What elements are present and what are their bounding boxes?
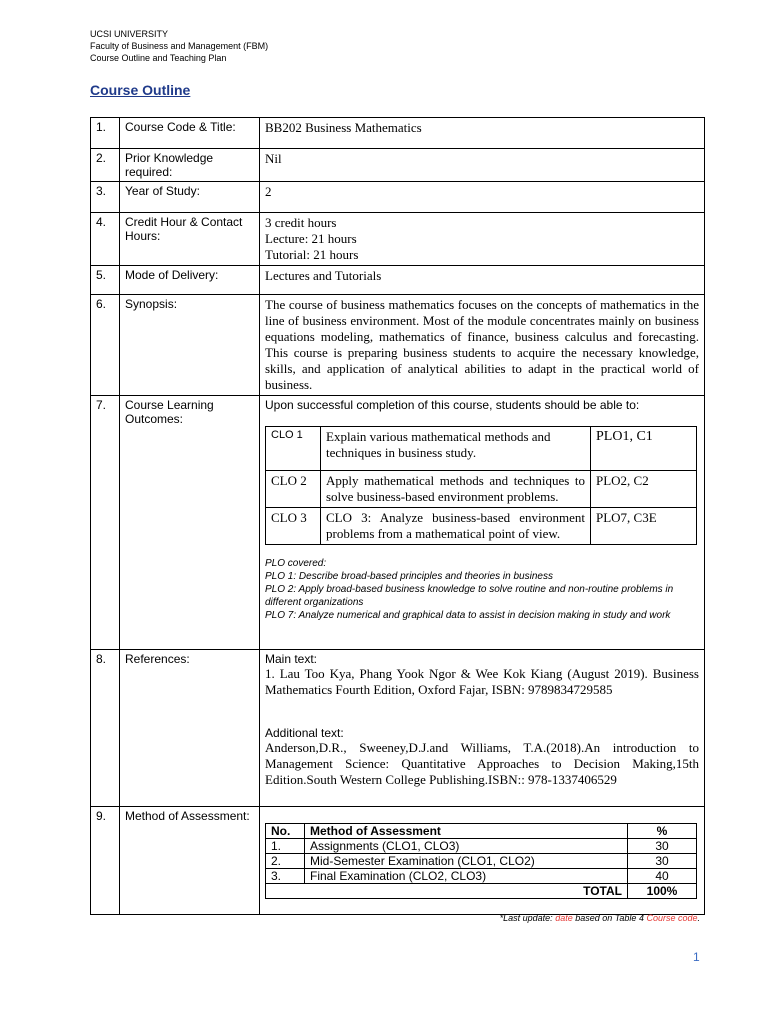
assessment-method-header: Method of Assessment <box>305 824 628 839</box>
learning-outcomes-cell <box>260 396 705 650</box>
credit-hours <box>260 213 705 266</box>
footnote-prefix: *Last update: <box>499 913 556 923</box>
clo-description: Apply mathematical methods and techniques to solve business-based environment problems. <box>321 471 591 508</box>
row-number: 4. <box>91 213 120 266</box>
main-text-reference: 1. Lau Too Kya, Phang Yook Ngor & Wee Kok Kiang (August 2019). Business Mathematics Fourth Edition, Oxford Fajar, ISBN: 9789834729585 <box>265 666 699 697</box>
assessment-no: 2. <box>266 854 305 869</box>
row-label: Prior Knowledge required: <box>120 149 260 182</box>
row-number: 6. <box>91 295 120 396</box>
row-number: 5. <box>91 266 120 295</box>
row-number: 3. <box>91 182 120 213</box>
prior-knowledge: Nil <box>260 149 705 182</box>
table-row <box>91 149 705 182</box>
assessment-pct: 40 <box>628 869 697 884</box>
footnote-suffix: . <box>697 913 700 923</box>
row-label: Synopsis: <box>120 295 260 396</box>
plo-heading: PLO covered: <box>265 558 327 569</box>
assessment-no: 1. <box>266 839 305 854</box>
table-row <box>266 869 697 884</box>
last-update-footnote <box>500 913 700 923</box>
additional-text-label: Additional text: <box>265 726 344 740</box>
clo-code: CLO 2 <box>266 471 321 508</box>
synopsis-text: The course of business mathematics focuses on the concepts of mathematics in the line of business environment. Most of the module concentrates mainly on business equations modeling, mathematics of finance, business calculus and forecasting. This course is preparing business students to acquire the necessary knowledge, skills, and application of analytical abilities to adapt in the practical world of business. <box>260 295 705 396</box>
footnote-date: date <box>555 913 573 923</box>
clo-code: CLO 3 <box>266 508 321 545</box>
row-number: 2. <box>91 149 120 182</box>
course-outline-table <box>90 117 705 915</box>
assessment-method: Final Examination (CLO2, CLO3) <box>305 869 628 884</box>
clo-description: Explain various mathematical methods and techniques in business study. <box>321 427 591 471</box>
row-number: 9. <box>91 807 120 915</box>
year-of-study: 2 <box>260 182 705 213</box>
page-number: 1 <box>693 950 700 964</box>
total-pct: 100% <box>628 884 697 899</box>
assessment-pct: 30 <box>628 839 697 854</box>
row-label: Mode of Delivery: <box>120 266 260 295</box>
credit-hours-line: 3 credit hours <box>265 215 337 230</box>
row-number: 7. <box>91 396 120 650</box>
clo-intro: Upon successful completion of this course, students should be able to: <box>265 398 640 412</box>
row-label: Method of Assessment: <box>120 807 260 915</box>
assessment-method: Assignments (CLO1, CLO3) <box>305 839 628 854</box>
course-code-title: BB202 Business Mathematics <box>260 118 705 149</box>
table-row <box>91 396 705 650</box>
clo-row <box>266 427 697 471</box>
table-row <box>91 295 705 396</box>
tutorial-hours-line: Tutorial: 21 hours <box>265 247 359 262</box>
table-row <box>91 650 705 807</box>
row-number: 8. <box>91 650 120 807</box>
clo-description: CLO 3: Analyze business-based environment problems from a mathematical point of view. <box>321 508 591 545</box>
assessment-pct: 30 <box>628 854 697 869</box>
page-title: Course Outline <box>90 82 191 98</box>
footnote-course-code: Course code <box>646 913 698 923</box>
clo-code: CLO 1 <box>266 427 321 471</box>
assessment-pct-header: % <box>628 824 697 839</box>
table-row <box>266 854 697 869</box>
plo-notes <box>265 557 699 622</box>
assessment-total-row <box>266 884 697 899</box>
clo-plo: PLO2, C2 <box>591 471 697 508</box>
row-label: Year of Study: <box>120 182 260 213</box>
row-label: Course Code & Title: <box>120 118 260 149</box>
clo-plo: PLO7, C3E <box>591 508 697 545</box>
table-row <box>266 839 697 854</box>
table-row <box>91 182 705 213</box>
mode-of-delivery: Lectures and Tutorials <box>260 266 705 295</box>
table-row <box>91 266 705 295</box>
footnote-middle: based on Table 4 <box>572 913 647 923</box>
row-label: Credit Hour & Contact Hours: <box>120 213 260 266</box>
table-row <box>91 118 705 149</box>
clo-plo: PLO1, C1 <box>591 427 697 471</box>
row-label: References: <box>120 650 260 807</box>
additional-text-reference: Anderson,D.R., Sweeney,D.J.and Williams, T.A.(2018).An introduction to Management Science: Quantitative Approaches to Decision Making,15th Edition.South Western College Publishing.ISBN:: 978-1337406529 <box>265 740 699 787</box>
document-name: Course Outline and Teaching Plan <box>90 53 227 63</box>
assessment-table <box>265 823 697 899</box>
clo-row <box>266 471 697 508</box>
assessment-no-header: No. <box>266 824 305 839</box>
university-name: UCSI UNIVERSITY <box>90 29 169 39</box>
references-cell <box>260 650 705 807</box>
row-label: Course Learning Outcomes: <box>120 396 260 650</box>
page-header <box>90 28 268 64</box>
table-row <box>91 807 705 915</box>
total-label: TOTAL <box>266 884 628 899</box>
row-number: 1. <box>91 118 120 149</box>
clo-row <box>266 508 697 545</box>
assessment-no: 3. <box>266 869 305 884</box>
faculty-name: Faculty of Business and Management (FBM) <box>90 41 269 51</box>
plo-1-note: PLO 1: Describe broad-based principles and theories in business <box>265 571 553 582</box>
assessment-cell <box>260 807 705 915</box>
plo-7-note: PLO 7: Analyze numerical and graphical data to assist in decision making in study and work <box>265 610 671 621</box>
assessment-header-row <box>266 824 697 839</box>
plo-2-note: PLO 2: Apply broad-based business knowledge to solve routine and non-routine problems in different organizations <box>265 584 674 608</box>
clo-table <box>265 426 697 545</box>
table-row <box>91 213 705 266</box>
assessment-method: Mid-Semester Examination (CLO1, CLO2) <box>305 854 628 869</box>
main-text-label: Main text: <box>265 652 318 666</box>
lecture-hours-line: Lecture: 21 hours <box>265 231 357 246</box>
